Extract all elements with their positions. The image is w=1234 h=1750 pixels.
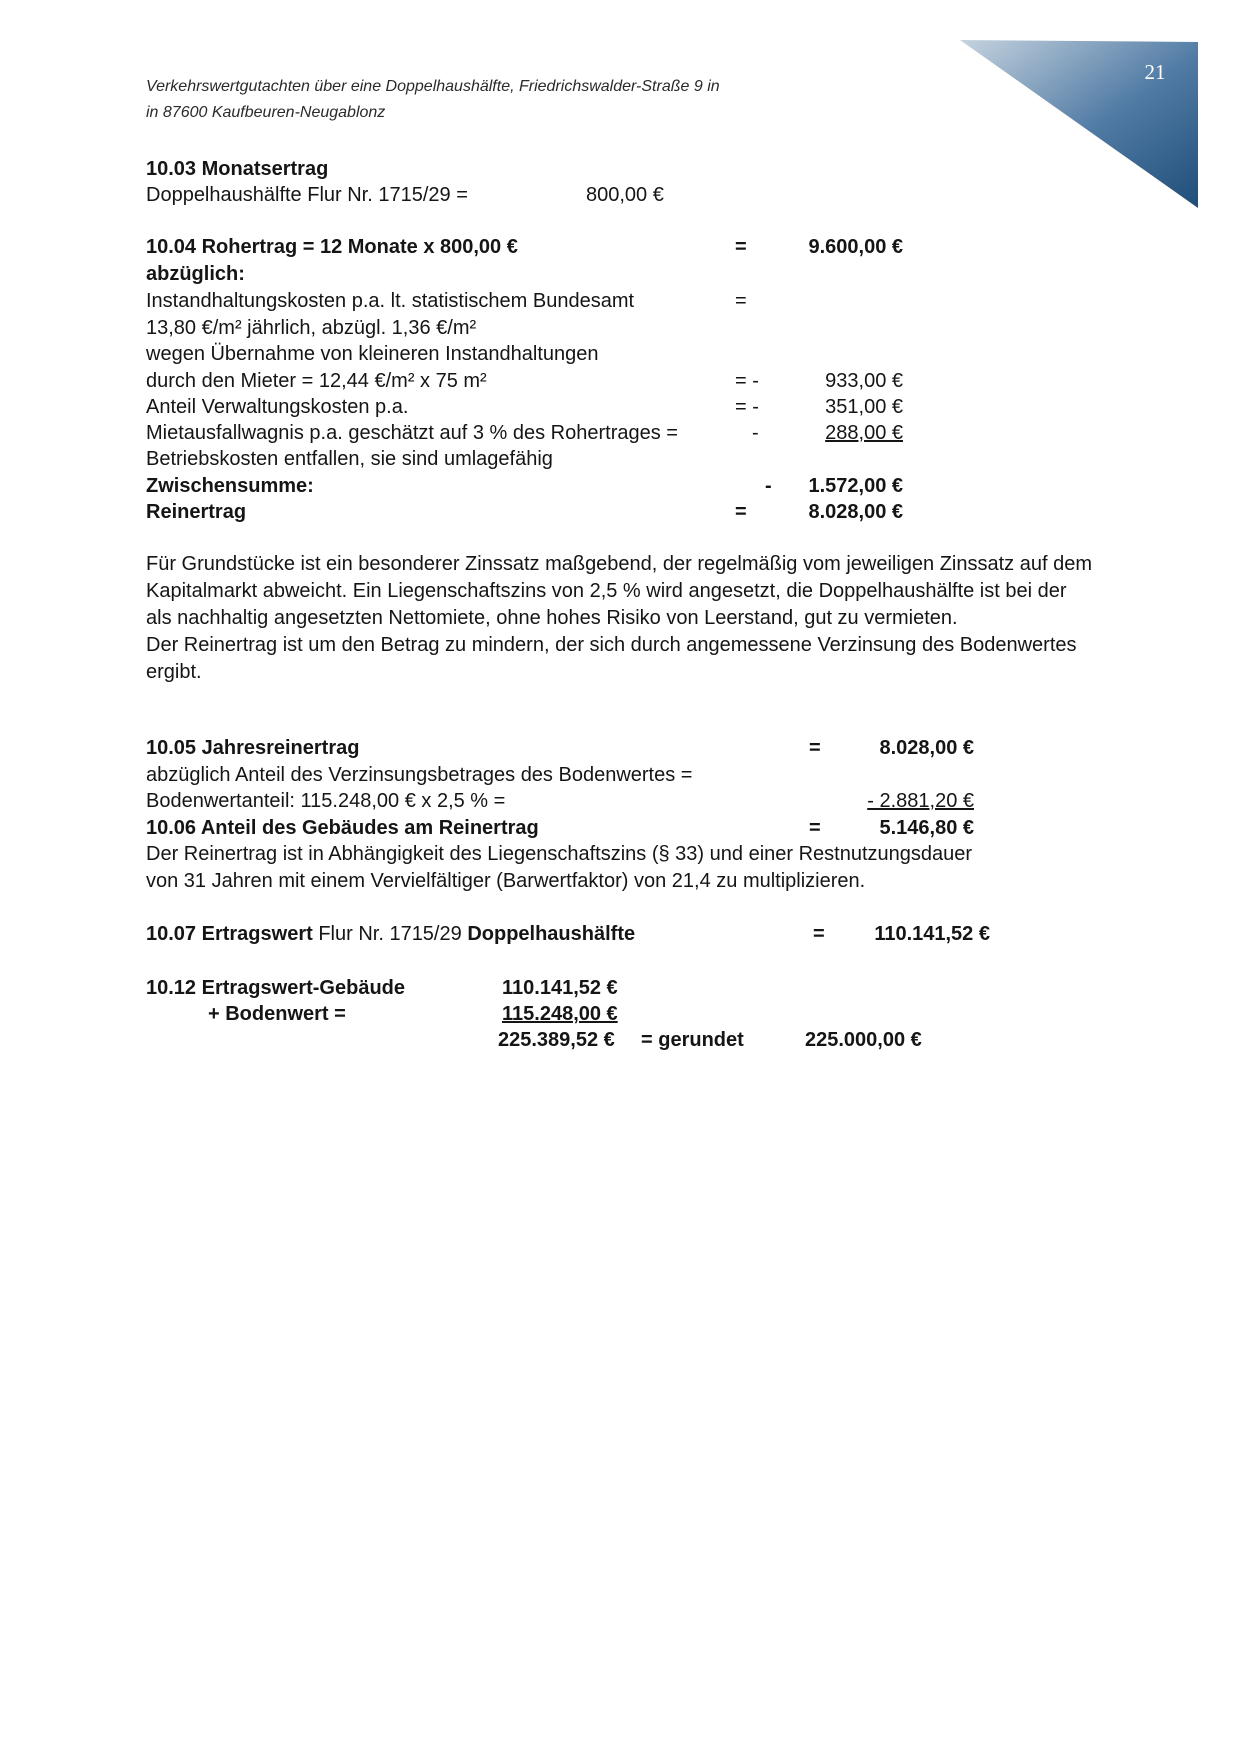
header-line-1: Verkehrswertgutachten über eine Doppelhaushälfte, Friedrichswalder-Straße 9 in	[146, 78, 720, 95]
ertragswert-heading-c: Doppelhaushälfte	[467, 923, 636, 945]
monatsertrag-value: 800,00 €	[586, 184, 664, 206]
rohertrag-equals: =	[735, 236, 747, 258]
zwischensumme-value: 1.572,00 €	[808, 475, 903, 497]
monatsertrag-label: Doppelhaushälfte Flur Nr. 1715/29 =	[146, 184, 468, 206]
section-10-12-label: 10.12 Ertragswert-Gebäude	[146, 977, 405, 999]
ertragswert-equals: =	[813, 923, 825, 945]
reinertrag-label: Reinertrag	[146, 501, 247, 523]
instandhaltung-operator: = -	[735, 370, 759, 392]
reinertrag-value: 8.028,00 €	[808, 501, 903, 523]
verkehrswert-gerundet-value: 225.000,00 €	[805, 1029, 922, 1051]
ertragswert-gebaeude-value: 110.141,52 €	[502, 977, 618, 999]
gebaeudeanteil-equals: =	[809, 817, 821, 839]
ertragswert-flur: Flur Nr. 1715/29	[318, 923, 462, 945]
reinertrag-equals: =	[735, 501, 747, 523]
zwischensumme-operator: -	[765, 475, 772, 497]
vervielfaeltiger-text: Der Reinertrag ist in Abhängigkeit des Liegenschaftszins (§ 33) und einer Restnutzungsdauer von 31 Jahren mit einem Vervielfältiger (Barwertfaktor) von 21,4 zu multiplizieren.	[146, 843, 973, 892]
paragraph-liegenschaftszins: Für Grundstücke ist ein besonderer Zinssatz maßgebend, der regelmäßig vom jeweiligen Zinssatz auf dem Kapitalmarkt abweicht. Ein Liegenschaftszins von 2,5 % wird angesetzt, die Doppelhaushälfte ist bei der als nachhaltig angesetzten Nettomiete, ohne hohes Risiko von Leerstand, gut zu vermieten.	[146, 553, 1092, 629]
zwischensumme-label: Zwischensumme:	[146, 475, 314, 497]
instandhaltung-line-1: Instandhaltungskosten p.a. lt. statistischem Bundesamt	[146, 290, 635, 312]
instandhaltung-line-3: wegen Übernahme von kleineren Instandhaltungen	[146, 343, 599, 365]
instandhaltung-value: 933,00 €	[825, 370, 903, 392]
gerundet-label: = gerundet	[641, 1029, 744, 1051]
instandhaltung-line-4: durch den Mieter = 12,44 €/m² x 75 m²	[146, 370, 487, 392]
betriebskosten-note: Betriebskosten entfallen, sie sind umlagefähig	[146, 448, 553, 470]
bodenwertanteil-value: - 2.881,20 €	[867, 790, 974, 812]
bodenwert-value: 115.248,00 €	[502, 1003, 618, 1025]
mietausfall-label: Mietausfallwagnis p.a. geschätzt auf 3 % des Rohertrages =	[146, 422, 678, 444]
verwaltung-value: 351,00 €	[825, 396, 903, 418]
jahresreinertrag-equals: =	[809, 737, 821, 759]
paragraph-bodenwert: Der Reinertrag ist um den Betrag zu mindern, der sich durch angemessene Verzinsung des Bodenwertes ergibt.	[146, 634, 1077, 683]
ertragswert-value: 110.141,52 €	[874, 923, 990, 945]
section-10-03-heading: 10.03 Monatsertrag	[146, 158, 329, 180]
bodenwert-label: + Bodenwert =	[208, 1003, 346, 1025]
verwaltung-operator: = -	[735, 396, 759, 418]
verzinsung-line-1: abzüglich Anteil des Verzinsungsbetrages des Bodenwertes =	[146, 764, 693, 786]
abzueglich-label: abzüglich:	[146, 263, 245, 285]
section-10-04-heading: 10.04 Rohertrag = 12 Monate x 800,00 €	[146, 236, 518, 258]
page-number: 21	[1144, 60, 1166, 84]
mietausfall-operator: -	[752, 422, 759, 444]
instandhaltung-equals: =	[735, 290, 747, 312]
section-10-05-heading: 10.05 Jahresreinertrag	[146, 737, 360, 759]
header-line-2: in 87600 Kaufbeuren-Neugablonz	[146, 104, 386, 121]
bodenwertanteil-label: Bodenwertanteil: 115.248,00 € x 2,5 % =	[146, 790, 506, 812]
ertragswert-heading-a: 10.07 Ertragswert	[146, 923, 313, 945]
gebaeudeanteil-value: 5.146,80 €	[879, 817, 974, 839]
section-10-06-heading: 10.06 Anteil des Gebäudes am Reinertrag	[146, 817, 539, 839]
mietausfall-value: 288,00 €	[825, 422, 903, 444]
verwaltung-label: Anteil Verwaltungskosten p.a.	[146, 396, 409, 418]
instandhaltung-line-2: 13,80 €/m² jährlich, abzügl. 1,36 €/m²	[146, 317, 477, 339]
summe-value: 225.389,52 €	[498, 1029, 615, 1051]
rohertrag-value: 9.600,00 €	[808, 236, 903, 258]
jahresreinertrag-value: 8.028,00 €	[879, 737, 974, 759]
